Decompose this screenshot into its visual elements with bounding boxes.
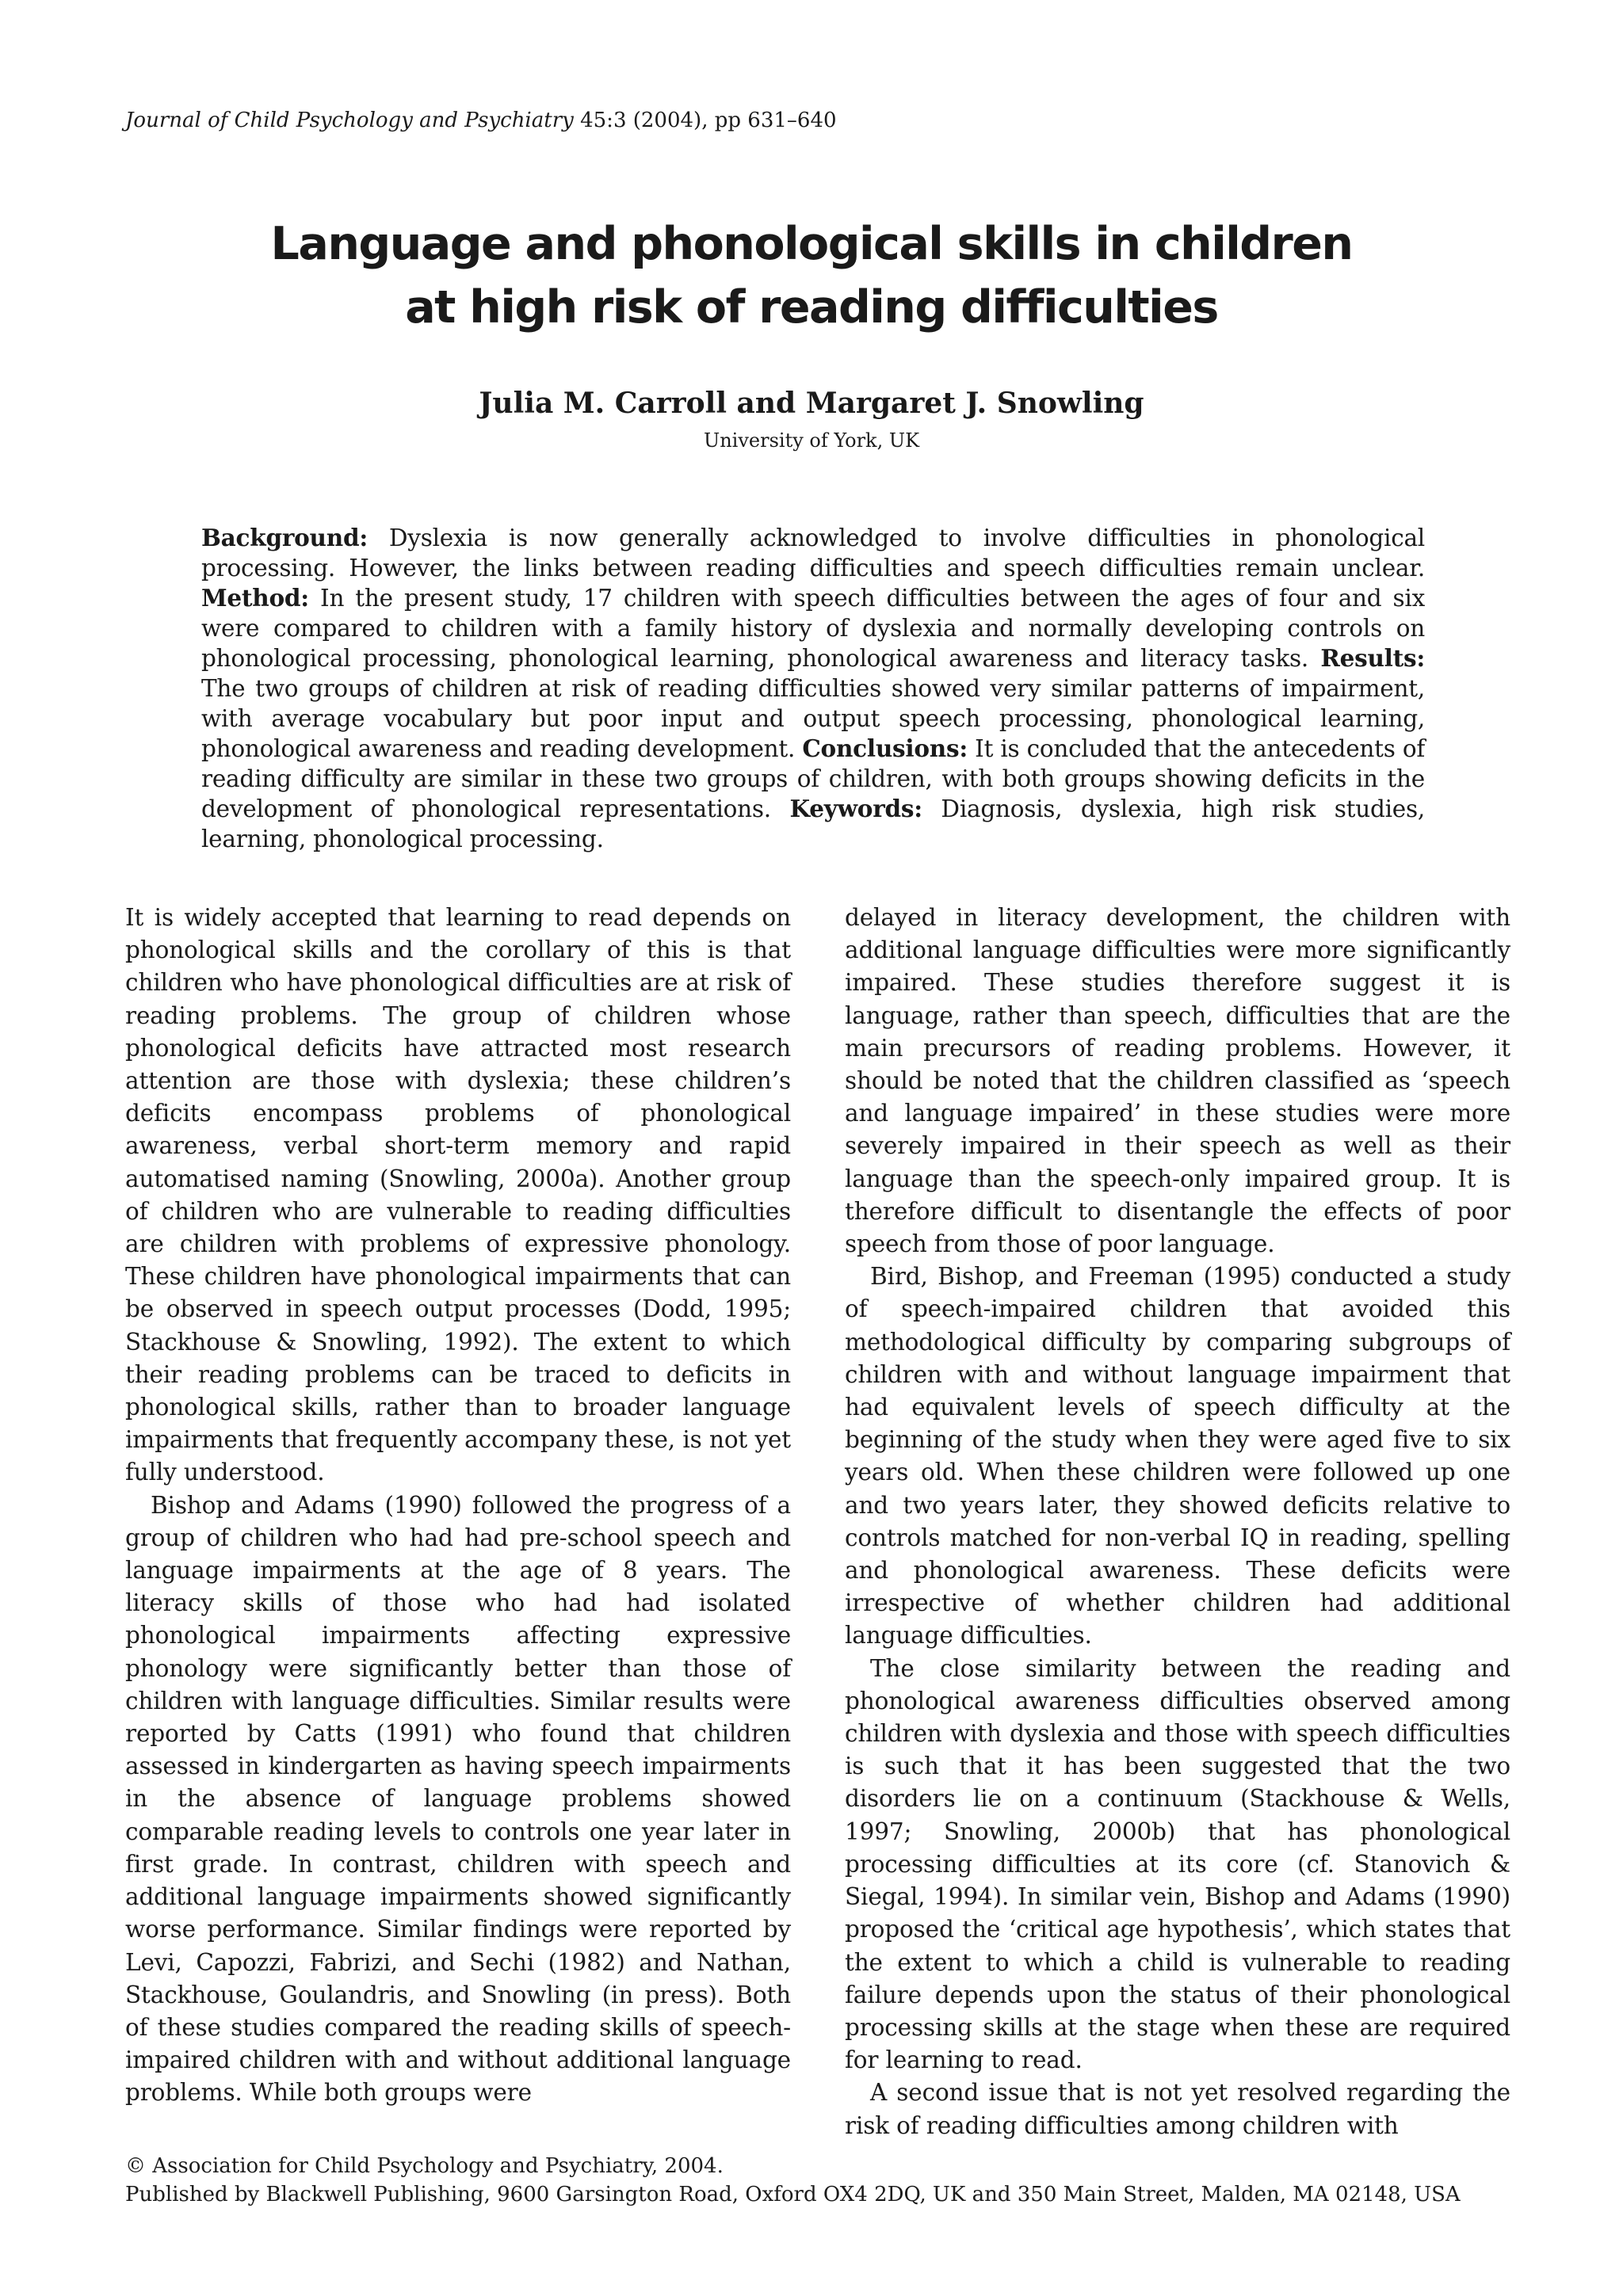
body-paragraph: Bird, Bishop, and Freeman (1995) conducted a study of speech-impaired children that avoided this methodological difficulty by comparing subgroups of children with and without language impairment that had equivalent levels of speech difficulty at the beginning of the study when they were aged five to six years old. When these children were followed up one and two years later, they showed deficits relative to controls matched for non-verbal IQ in reading, spelling and phonological awareness. These deficits were irrespective of whether children had additional language difficulties.: [845, 1263, 1510, 1650]
abstract-background-label: Background:: [201, 524, 368, 551]
abstract-background-text: Dyslexia is now generally acknowledged to involve difficulties in phonological processing. However, the links between reading difficulties and speech difficulties remain unclear.: [201, 524, 1425, 582]
title-line-1: Language and phonological skills in children: [270, 218, 1353, 270]
journal-name: Journal of Child Psychology and Psychiatry: [125, 109, 574, 132]
abstract-results-label: Results:: [1320, 644, 1425, 672]
abstract-keywords-label: Keywords:: [789, 795, 922, 822]
body-paragraph: A second issue that is not yet resolved regarding the risk of reading difficulties among children with: [845, 2079, 1510, 2139]
title-line-2: at high risk of reading difficulties: [405, 281, 1218, 334]
body-paragraph: The close similarity between the reading and phonological awareness difficulties observed among children with dyslexia and those with speech difficulties is such that it has been suggested that the two disorders lie on a continuum (Stackhouse & Wells, 1997; Snowling, 2000b) that has phonological processing difficulties at its core (cf. Stanovich & Siegal, 1994). In similar vein, Bishop and Adams (1990) proposed the ‘critical age hypothesis’, which states that the extent to which a child is vulnerable to reading failure depends upon the status of their phonological processing skills at the stage when these are required for learning to read.: [845, 1654, 1510, 2074]
body-column-right: [845, 902, 1510, 2142]
affiliation: University of York, UK: [703, 429, 919, 452]
journal-citation: 45:3 (2004), pp 631–640: [580, 109, 837, 132]
abstract-keywords-text: Diagnosis, dyslexia, high risk studies, learning, phonological processing.: [201, 795, 1425, 852]
body-paragraph: It is widely accepted that learning to read depends on phonological skills and the corollary of this is that children who have phonological difficulties are at risk of reading problems. The group of children whose phonological deficits have attracted most research attention are those with dyslexia; these children’s deficits encompass problems of phonological awareness, verbal short-term memory and rapid automatised naming (Snowling, 2000a). Another group of children who are vulnerable to reading difficulties are children with problems of expressive phonology. These children have phonological impairments that can be observed in speech output processes (Dodd, 1995; Stackhouse & Snowling, 1992). The extent to which their reading problems can be traced to deficits in phonological skills, rather than to broader language impairments that frequently accompany these, is not yet fully understood.: [125, 904, 791, 1486]
body-paragraph: Bishop and Adams (1990) followed the progress of a group of children who had had pre-school speech and language impairments at the age of 8 years. The literacy skills of those who had had isolated phonological impairments affecting expressive phonology were significantly better than those of children with language difficulties. Similar results were reported by Catts (1991) who found that children assessed in kindergarten as having speech impairments in the absence of language problems showed comparable reading levels to controls one year later in first grade. In contrast, children with speech and additional language impairments showed significantly worse performance. Similar findings were reported by Levi, Capozzi, Fabrizi, and Sechi (1982) and Nathan, Stackhouse, Goulandris, and Snowling (in press). Both of these studies compared the reading skills of speech-impaired children with and without additional language problems. While both groups were: [125, 1491, 791, 2107]
abstract-results-text: The two groups of children at risk of reading difficulties showed very similar patterns of impairment, with average vocabulary but poor input and output speech processing, phonological learning, phonological awareness and reading development.: [201, 675, 1425, 762]
page-footer: [125, 2152, 1461, 2209]
publisher-notice: Published by Blackwell Publishing, 9600 Garsington Road, Oxford OX4 2DQ, UK and 350 Main Street, Malden, MA 02148, USA: [125, 2183, 1461, 2206]
abstract: [201, 523, 1425, 854]
copyright-notice: © Association for Child Psychology and Psychiatry, 2004.: [125, 2154, 724, 2178]
abstract-method-text: In the present study, 17 children with speech difficulties between the ages of four and six were compared to children with a family history of dyslexia and normally developing controls on phonological processing, phonological learning, phonological awareness and literacy tasks.: [201, 585, 1425, 672]
abstract-conclusions-label: Conclusions:: [802, 734, 968, 762]
authors: Julia M. Carroll and Margaret J. Snowling: [479, 387, 1144, 420]
journal-header: [125, 109, 837, 132]
abstract-conclusions-text: It is concluded that the antecedents of reading difficulty are similar in these two groups of children, with both groups showing deficits in the development of phonological representations.: [201, 735, 1425, 822]
article-title: [0, 212, 1623, 339]
body-paragraph: delayed in literacy development, the children with additional language difficulties were more significantly impaired. These studies therefore suggest it is language, rather than speech, difficulties that are the main precursors of reading problems. However, it should be noted that the children classified as ‘speech and language impaired’ in these studies were more severely impaired in their speech as well as their language than the speech-only impaired group. It is therefore difficult to disentangle the effects of poor speech from those of poor language.: [845, 904, 1510, 1258]
abstract-method-label: Method:: [201, 584, 309, 612]
body-column-left: [125, 902, 791, 2110]
